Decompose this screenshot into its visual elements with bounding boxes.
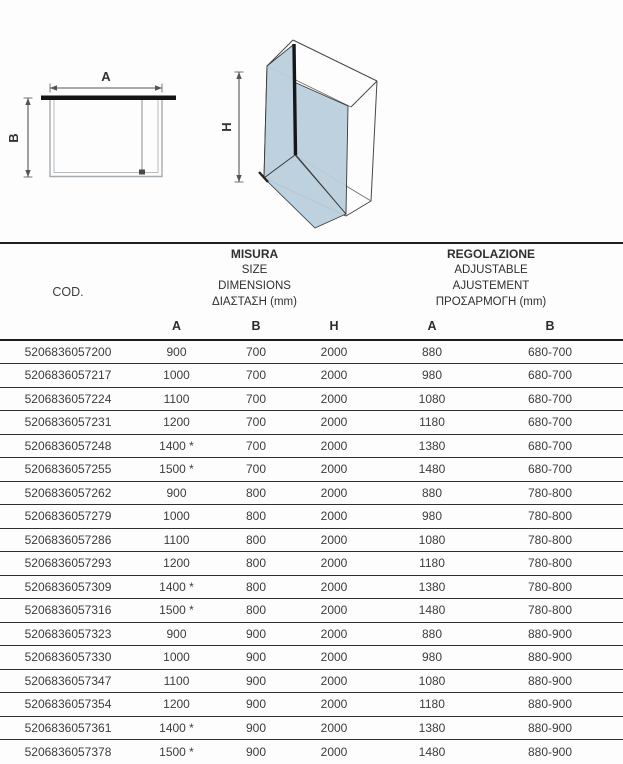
size-b-cell: 900 (245, 626, 267, 641)
table-row (0, 552, 623, 576)
cod-cell: 5206836057361 (24, 720, 112, 735)
size-a-cell: 1400 * (159, 438, 194, 453)
size-b-cell: 900 (245, 650, 267, 665)
size-a-cell: 1200 (163, 556, 190, 571)
table-row (0, 458, 623, 482)
cod-cell: 5206836057354 (24, 697, 112, 712)
size-column-group-header (136, 244, 373, 312)
adj-b-cell: 780-800 (527, 509, 573, 524)
size-h-cell: 2000 (320, 626, 348, 641)
cod-cell: 5206836057224 (24, 391, 112, 406)
cod-cell: 5206836057231 (24, 415, 112, 430)
adj-b-cell: 880-900 (527, 673, 573, 688)
cod-cell: 5206836057217 (24, 368, 112, 383)
adjust-header-line-4: ΠΡΟΣΑΡΜΟΓΗ (mm) (435, 296, 547, 308)
table-row (0, 505, 623, 529)
subheader-size-a: A (171, 318, 182, 333)
size-header-line-2: SIZE (241, 264, 268, 276)
cod-cell: 5206836057248 (24, 438, 112, 453)
size-b-cell: 700 (245, 415, 267, 430)
spec-table-body (0, 340, 623, 763)
size-a-cell: 1200 (163, 697, 190, 712)
cod-cell: 5206836057262 (24, 485, 112, 500)
adj-a-cell: 1080 (418, 391, 446, 406)
size-a-cell: 1400 * (159, 579, 194, 594)
size-b-cell: 900 (245, 720, 267, 735)
size-a-cell: 1400 * (159, 720, 194, 735)
adj-b-cell: 680-700 (527, 345, 573, 359)
size-h-cell: 2000 (320, 485, 348, 500)
size-a-cell: 1000 (163, 368, 190, 383)
adj-b-cell: 880-900 (527, 744, 573, 759)
size-h-cell: 2000 (320, 650, 348, 665)
size-h-cell: 2000 (320, 391, 348, 406)
cod-cell: 5206836057293 (24, 556, 112, 571)
cod-cell: 5206836057330 (24, 650, 112, 665)
adj-b-cell: 780-800 (527, 532, 573, 547)
adj-a-cell: 980 (421, 368, 443, 383)
size-a-cell: 1000 (163, 509, 190, 524)
adj-b-cell: 880-900 (527, 720, 573, 735)
glass-outline-outer (50, 100, 162, 177)
table-row (0, 622, 623, 646)
size-b-cell: 700 (245, 391, 267, 406)
dimension-a-arrow (50, 84, 162, 93)
top-view-width-label: A (101, 69, 111, 84)
size-h-cell: 2000 (320, 509, 348, 524)
size-h-cell: 2000 (320, 720, 348, 735)
size-a-cell: 1000 (163, 650, 190, 665)
adj-a-cell: 1080 (418, 673, 446, 688)
table-row (0, 364, 623, 388)
size-a-cell: 1100 (163, 673, 190, 688)
spec-table (0, 244, 623, 763)
size-h-cell: 2000 (320, 579, 348, 594)
top-view-depth-label: B (6, 133, 21, 143)
table-row (0, 481, 623, 505)
table-row (0, 599, 623, 623)
adj-a-cell: 1480 (418, 603, 446, 618)
table-row (0, 740, 623, 764)
size-b-cell: 800 (245, 509, 267, 524)
perspective-height-label: H (219, 122, 234, 132)
adj-b-cell: 680-700 (527, 415, 573, 430)
size-b-cell: 900 (245, 673, 267, 688)
subheader-adj-a: A (427, 318, 437, 333)
size-b-cell: 700 (245, 368, 267, 383)
perspective-diagram (219, 40, 377, 228)
adj-a-cell: 880 (421, 485, 443, 500)
size-a-cell: 1100 (163, 532, 190, 547)
cod-cell: 5206836057286 (24, 532, 112, 547)
adj-a-cell: 980 (421, 650, 443, 665)
adj-b-cell: 680-700 (527, 462, 573, 477)
cod-column-header: COD. (52, 284, 84, 299)
cod-cell: 5206836057378 (24, 744, 112, 759)
size-a-cell: 1500 * (159, 603, 194, 618)
cod-cell: 5206836057255 (24, 462, 112, 477)
diagrams-svg (0, 0, 623, 242)
dimension-b-arrow (24, 98, 33, 177)
size-h-cell: 2000 (320, 438, 348, 453)
table-row (0, 387, 623, 411)
table-row (0, 528, 623, 552)
size-a-cell: 1500 * (159, 744, 194, 759)
cod-cell: 5206836057279 (24, 509, 112, 524)
adj-a-cell: 880 (421, 626, 443, 641)
size-a-cell: 1100 (163, 391, 190, 406)
adj-b-cell: 680-700 (527, 368, 573, 383)
adj-a-cell: 1380 (418, 579, 446, 594)
adj-a-cell: 880 (421, 345, 443, 359)
top-view-diagram (6, 69, 176, 177)
adj-b-cell: 880-900 (527, 626, 573, 641)
adj-b-cell: 880-900 (527, 650, 573, 665)
size-h-cell: 2000 (320, 532, 348, 547)
wall-bar (41, 96, 176, 101)
table-row (0, 716, 623, 740)
adj-a-cell: 980 (421, 509, 443, 524)
size-b-cell: 800 (245, 556, 267, 571)
spec-table-section (0, 242, 623, 763)
size-a-cell: 900 (166, 345, 187, 359)
spec-table-header (0, 244, 623, 340)
size-h-cell: 2000 (320, 415, 348, 430)
size-h-cell: 2000 (320, 603, 348, 618)
cod-cell: 5206836057200 (24, 345, 112, 359)
adj-b-cell: 880-900 (527, 697, 573, 712)
table-row (0, 669, 623, 693)
adj-a-cell: 1380 (418, 720, 446, 735)
adjust-header-line-2: ADJUSTABLE (454, 264, 528, 276)
size-b-cell: 800 (245, 485, 267, 500)
adjust-header-line-1: REGOLAZIONE (446, 247, 535, 261)
cod-cell: 5206836057316 (24, 603, 112, 618)
adj-a-cell: 1480 (418, 462, 446, 477)
subheader-size-h: H (329, 318, 339, 333)
size-h-cell: 2000 (320, 556, 348, 571)
adj-a-cell: 1180 (419, 556, 445, 571)
size-header-line-4: ΔΙΑΣΤΑΣΗ (mm) (212, 296, 297, 308)
adj-b-cell: 780-800 (527, 485, 573, 500)
header-row-main (0, 244, 623, 312)
size-b-cell: 800 (245, 603, 267, 618)
subheader-adj-b: B (545, 318, 555, 333)
size-a-cell: 900 (166, 626, 187, 641)
size-b-cell: 700 (245, 438, 267, 453)
cod-cell: 5206836057309 (24, 579, 112, 594)
size-header-line-3: DIMENSIONS (218, 280, 291, 292)
support-foot (139, 170, 145, 175)
wall-profile-bar (294, 44, 296, 155)
size-b-cell: 800 (245, 532, 267, 547)
adj-b-cell: 780-800 (527, 579, 573, 594)
size-b-cell: 700 (245, 462, 267, 477)
adj-a-cell: 1180 (419, 415, 445, 430)
size-header-line-1: MISURA (230, 247, 279, 261)
size-b-cell: 700 (245, 345, 267, 359)
table-row (0, 575, 623, 599)
adjust-header-line-3: AJUSTEMENT (452, 280, 530, 292)
size-b-cell: 900 (245, 697, 267, 712)
size-h-cell: 2000 (320, 368, 348, 383)
cod-cell: 5206836057323 (24, 626, 112, 641)
adj-b-cell: 780-800 (527, 603, 573, 618)
size-a-cell: 1200 (163, 415, 190, 430)
table-row (0, 411, 623, 435)
adj-a-cell: 1180 (419, 697, 445, 712)
dimension-h-arrow (235, 72, 244, 182)
size-b-cell: 800 (245, 579, 267, 594)
adjustable-column-group-header (373, 244, 623, 312)
adj-a-cell: 1480 (418, 744, 446, 759)
table-row (0, 340, 623, 364)
adj-b-cell: 780-800 (527, 556, 573, 571)
cod-cell: 5206836057347 (24, 673, 112, 688)
adj-b-cell: 680-700 (527, 391, 573, 406)
size-a-cell: 1500 * (159, 462, 194, 477)
size-h-cell: 2000 (320, 697, 348, 712)
size-h-cell: 2000 (320, 462, 348, 477)
adj-a-cell: 1080 (418, 532, 446, 547)
adj-b-cell: 680-700 (527, 438, 573, 453)
size-h-cell: 2000 (320, 345, 348, 359)
size-h-cell: 2000 (320, 744, 348, 759)
subheader-size-b: B (251, 318, 261, 333)
size-h-cell: 2000 (320, 673, 348, 688)
table-row (0, 693, 623, 717)
adj-a-cell: 1380 (418, 438, 446, 453)
table-row (0, 434, 623, 458)
table-row (0, 646, 623, 670)
size-b-cell: 900 (245, 744, 267, 759)
size-a-cell: 900 (166, 485, 187, 500)
technical-diagrams (0, 0, 623, 242)
